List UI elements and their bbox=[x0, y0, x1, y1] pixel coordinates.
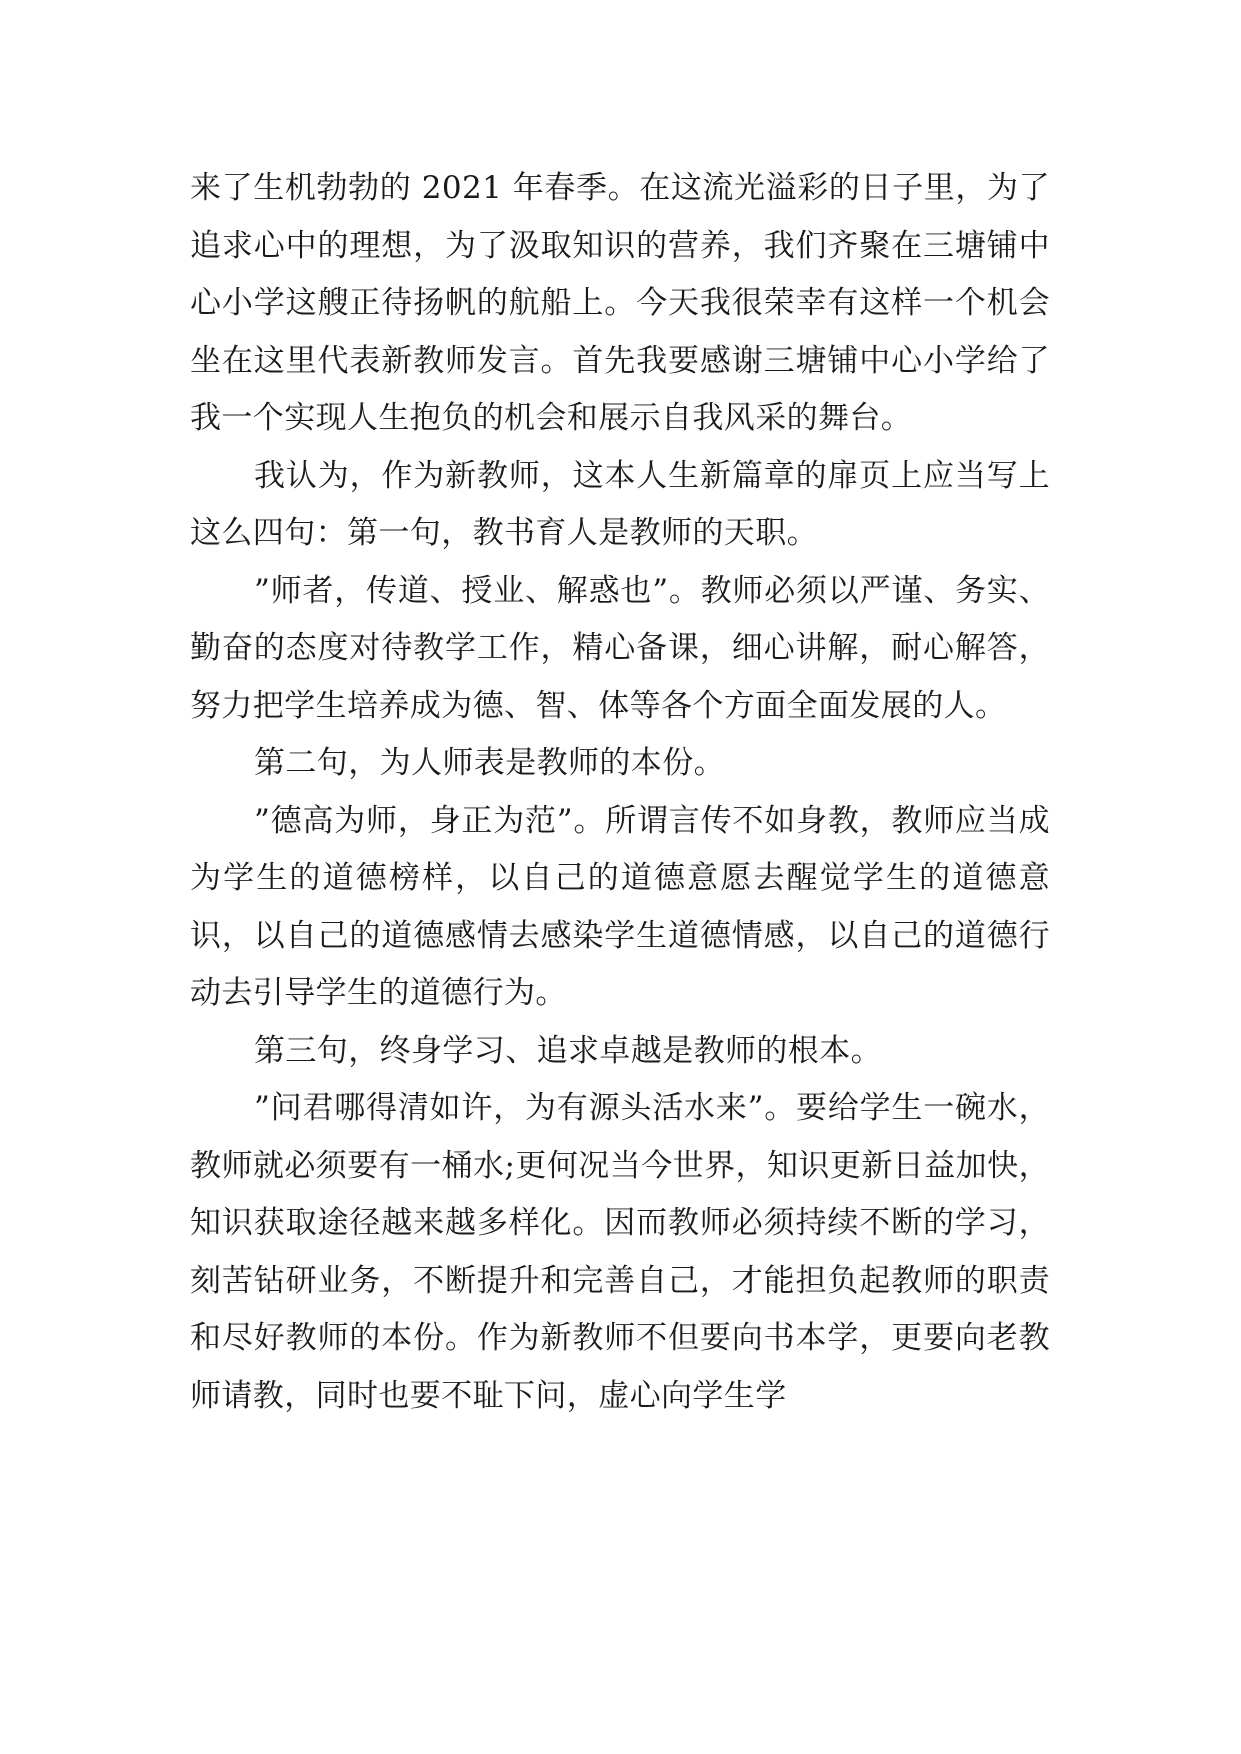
paragraph-second-sentence: 第二句，为人师表是教师的本份。 bbox=[254, 745, 725, 781]
document-body bbox=[190, 160, 1050, 1425]
paragraph-third-sentence-explanation: ”问君哪得清如许，为有源头活水来”。要给学生一碗水，教师就必须要有一桶水;更何况当今世界，知识更新日益加快，知识获取途径越来越多样化。因而教师必须持续不断的学习，刻苦钻研业务，不断提升和完善自己，才能担负起教师的职责和尽好教师的本份。作为新教师不但要向书本学，更要向老教师请教，同时也要不耻下问，虚心向学生学 bbox=[190, 1090, 1050, 1414]
paragraph-third-sentence: 第三句，终身学习、追求卓越是教师的根本。 bbox=[254, 1032, 882, 1069]
paragraph-four-sentences-intro: 我认为，作为新教师，这本人生新篇章的扉页上应当写上这么四句：第一句，教书育人是教师的天职。 bbox=[190, 457, 1050, 551]
paragraph-continuation: 来了生机勃勃的 2021 年春季。在这流光溢彩的日子里，为了追求心中的理想，为了汲取知识的营养，我们齐聚在三塘铺中心小学这艘正待扬帆的航船上。今天我很荣幸有这样一个机会坐在这里代表新教师发言。首先我要感谢三塘铺中心小学给了我一个实现人生抱负的机会和展示自我风采的舞台。 bbox=[190, 170, 1050, 436]
paragraph-first-sentence-explanation: ”师者，传道、授业、解惑也”。教师必须以严谨、务实、勤奋的态度对待教学工作，精心备课，细心讲解，耐心解答，努力把学生培养成为德、智、体等各个方面全面发展的人。 bbox=[190, 572, 1050, 724]
paragraph-second-sentence-explanation: ”德高为师，身正为范”。所谓言传不如身教，教师应当成为学生的道德榜样，以自己的道德意愿去醒觉学生的道德意识，以自己的道德感情去感染学生道德情感，以自己的道德行动去引导学生的道德行为。 bbox=[190, 802, 1050, 1011]
